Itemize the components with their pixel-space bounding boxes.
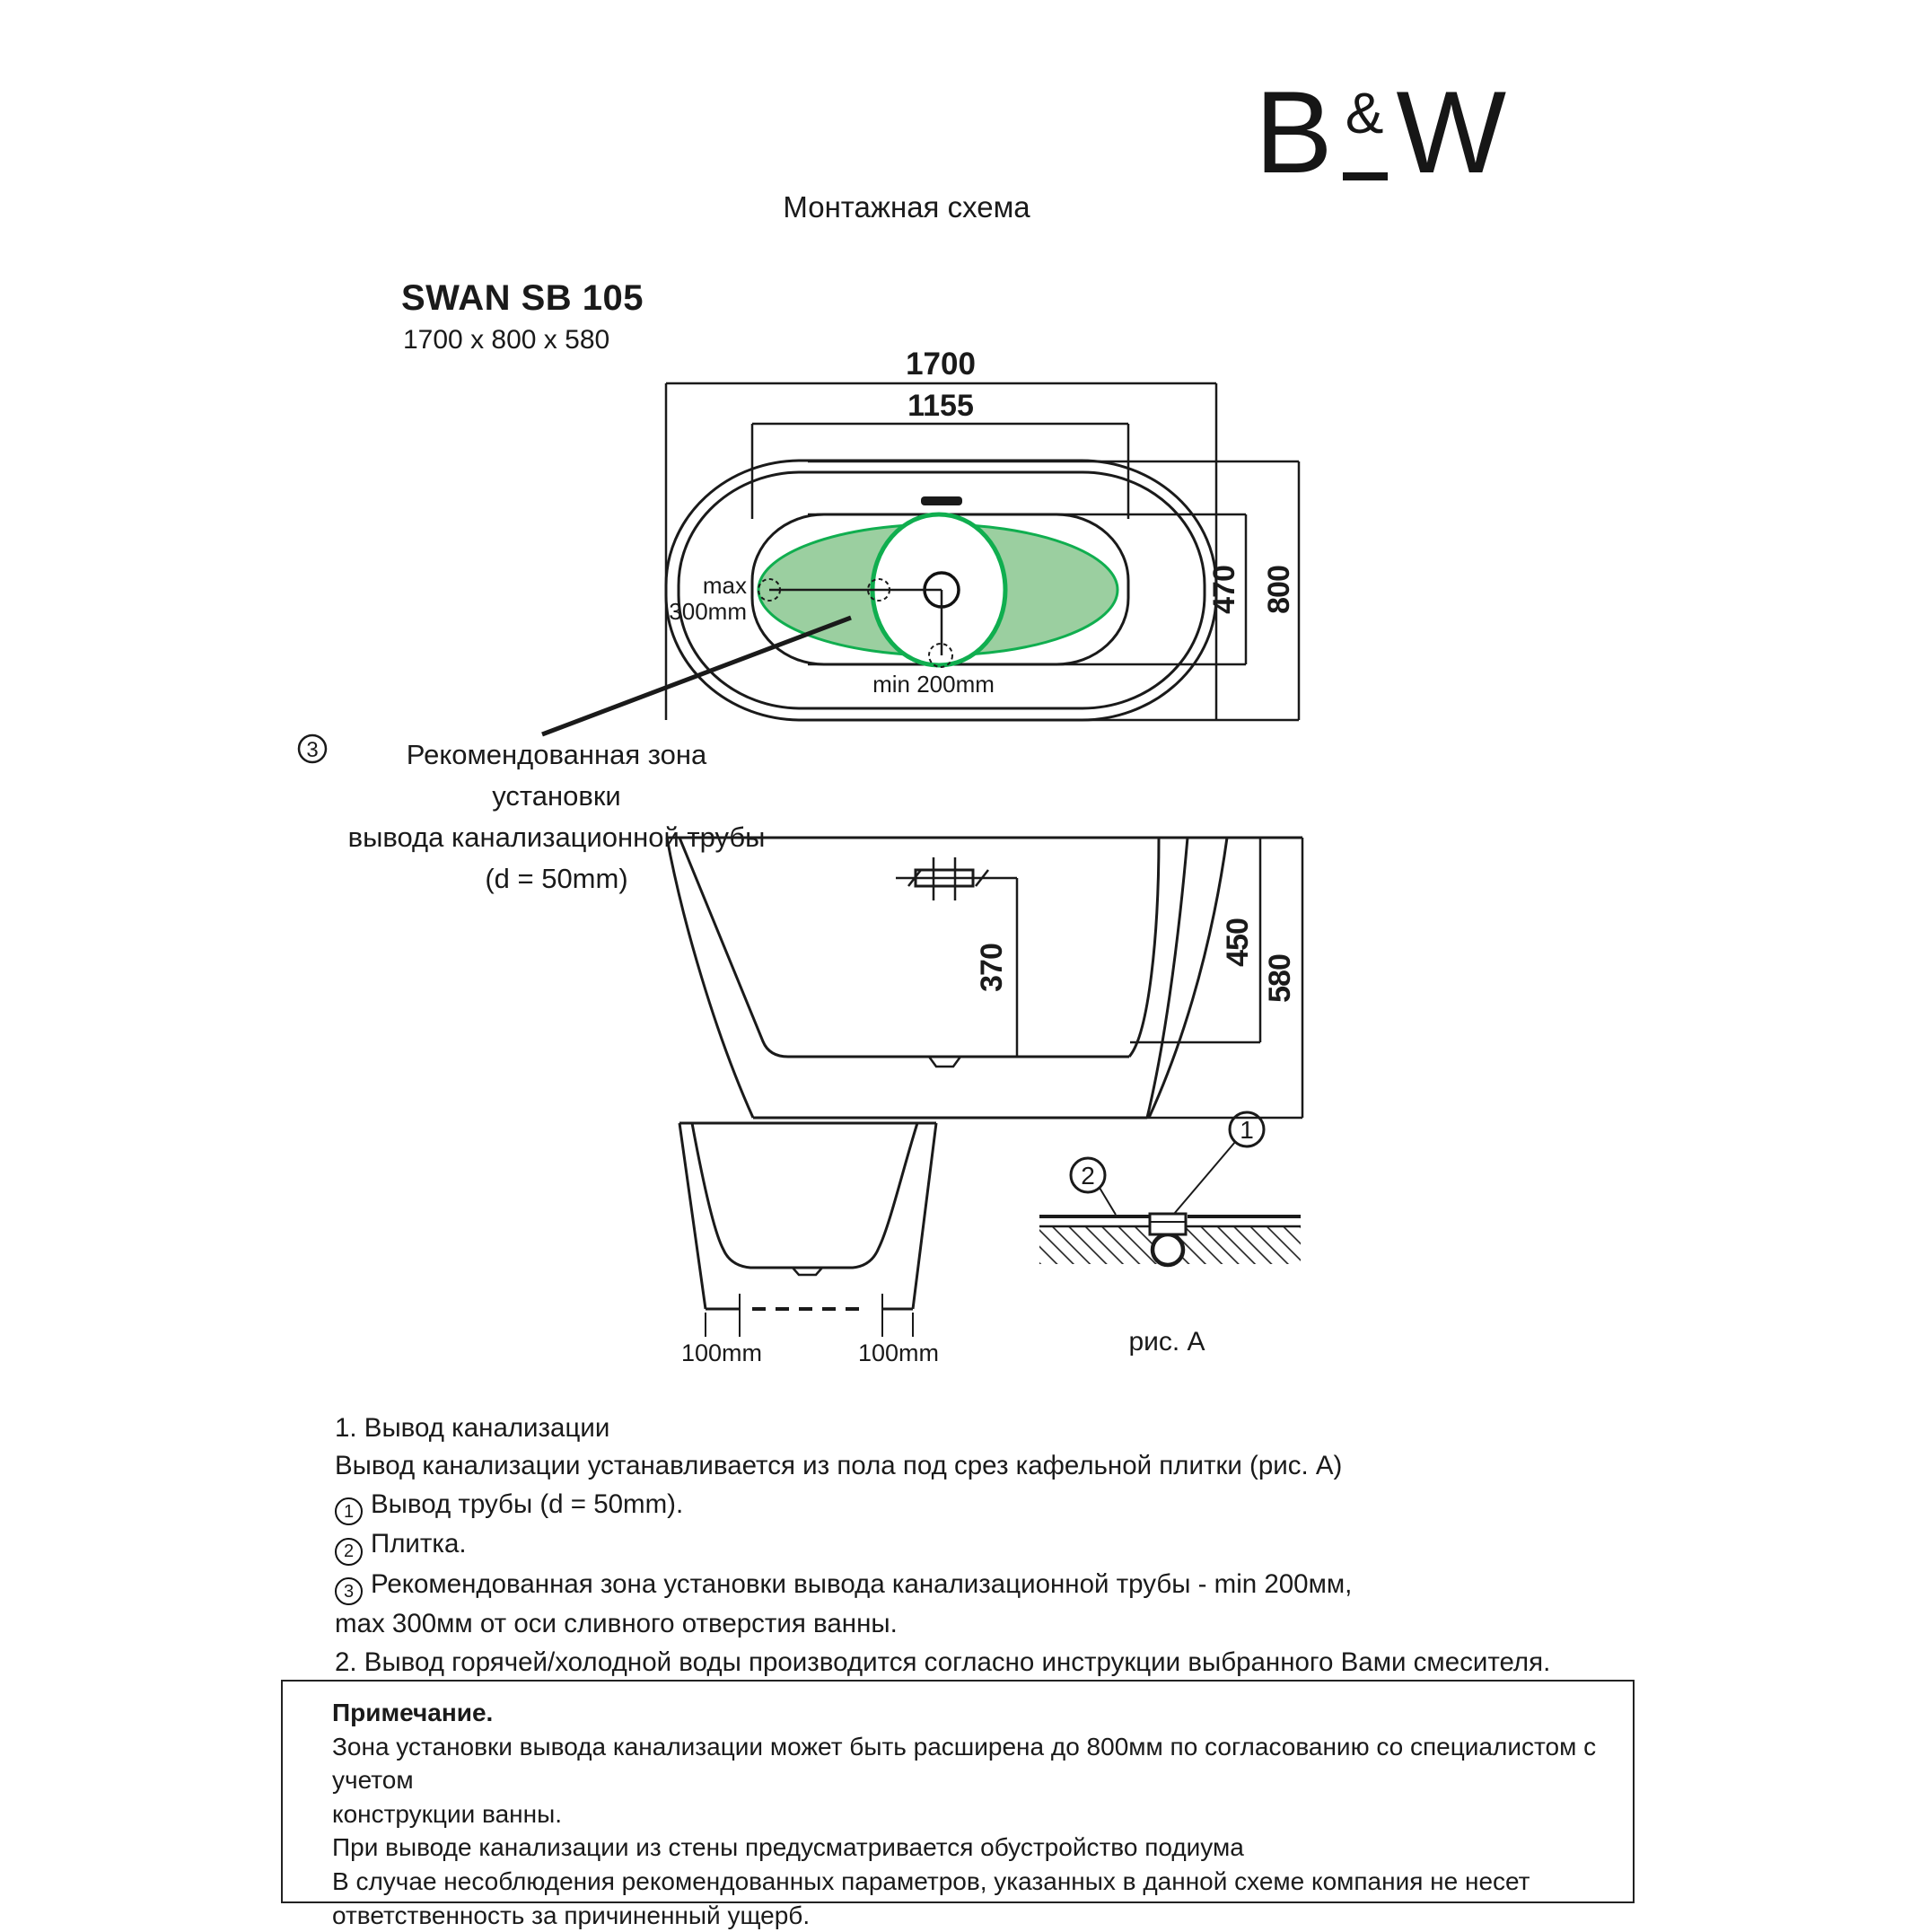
note-line-5: 3 Рекомендованная зона установки вывода канализационной трубы - min 200мм, (335, 1566, 1645, 1606)
dim-1155: 1155 (907, 389, 974, 423)
callout-2-number: 2 (1081, 1162, 1095, 1190)
detail-caption: рис. A (1128, 1327, 1205, 1357)
callout-1-number: 1 (1240, 1116, 1254, 1144)
detail-view (1039, 1112, 1301, 1265)
note-line-2: Вывод канализации устанавливается из пола под срез кафельной плитки (рис. А) (335, 1451, 1343, 1481)
dim-1700: 1700 (906, 347, 976, 382)
dim-580: 580 (1263, 954, 1297, 1003)
top-view (299, 383, 1299, 762)
logo-ampersand: & (1345, 81, 1386, 145)
dim-370: 370 (975, 944, 1009, 992)
badge-1: 1 (335, 1497, 363, 1525)
logo-letter-w: W (1396, 66, 1509, 198)
note-line-4: 2 Плитка. (335, 1525, 1645, 1566)
badge-2: 2 (335, 1538, 363, 1566)
note-line-3: 1 Вывод трубы (d = 50mm). (335, 1486, 1645, 1526)
callout-3-line1: Рекомендованная зона установки (406, 739, 707, 812)
note-line-6: max 300мм от оси сливного отверстия ванны. (335, 1609, 898, 1639)
note-line-7: 2. Вывод горячей/холодной воды производится согласно инструкции выбранного Вами смесителя. (335, 1647, 1551, 1677)
sewer-pipe (1153, 1234, 1183, 1265)
dim-450: 450 (1221, 918, 1255, 967)
page-title: Монтажная схема (783, 190, 1030, 224)
note-box-title: Примечание. (332, 1699, 494, 1726)
dim-100mm-left: 100mm (680, 1339, 763, 1366)
callout-3-text (346, 734, 767, 900)
notes-list (335, 1409, 1645, 1682)
callout-3-line3: (d = 50mm) (485, 863, 628, 894)
logo-letter-b: B (1255, 66, 1335, 198)
callout-3-number: 3 (306, 738, 319, 762)
label-max-value: 300mm (669, 598, 747, 625)
note-box (281, 1680, 1635, 1929)
badge-3: 3 (335, 1577, 363, 1605)
note-box-line5: ответственность за причиненный ущерб. (332, 1901, 811, 1929)
note-box-line2: конструкции ванны. (332, 1799, 562, 1828)
dim-800: 800 (1262, 566, 1296, 614)
label-min-value: min 200mm (872, 671, 995, 698)
note-box-line4: В случае несоблюдения рекомендованных параметров, указанных в данной схеме компания не несет (332, 1866, 1530, 1895)
front-view (679, 1123, 936, 1337)
dim-470: 470 (1207, 566, 1241, 614)
label-max: max (702, 572, 747, 599)
note-line-1: 1. Вывод канализации (335, 1413, 610, 1443)
dim-100mm-right: 100mm (857, 1339, 940, 1366)
callout-3-line2: вывода канализационной трубы (347, 821, 766, 853)
model-overall-size: 1700 x 800 x 580 (403, 325, 610, 355)
model-name: SWAN SB 105 (401, 278, 644, 318)
note-box-line1: Зона установки вывода канализации может быть расширена до 800мм по согласованию со специалистом с учетом (332, 1732, 1597, 1795)
note-box-line3: При выводе канализации из стены предусматривается обустройство подиума (332, 1833, 1244, 1862)
pipe-outlet-box (1150, 1214, 1186, 1234)
